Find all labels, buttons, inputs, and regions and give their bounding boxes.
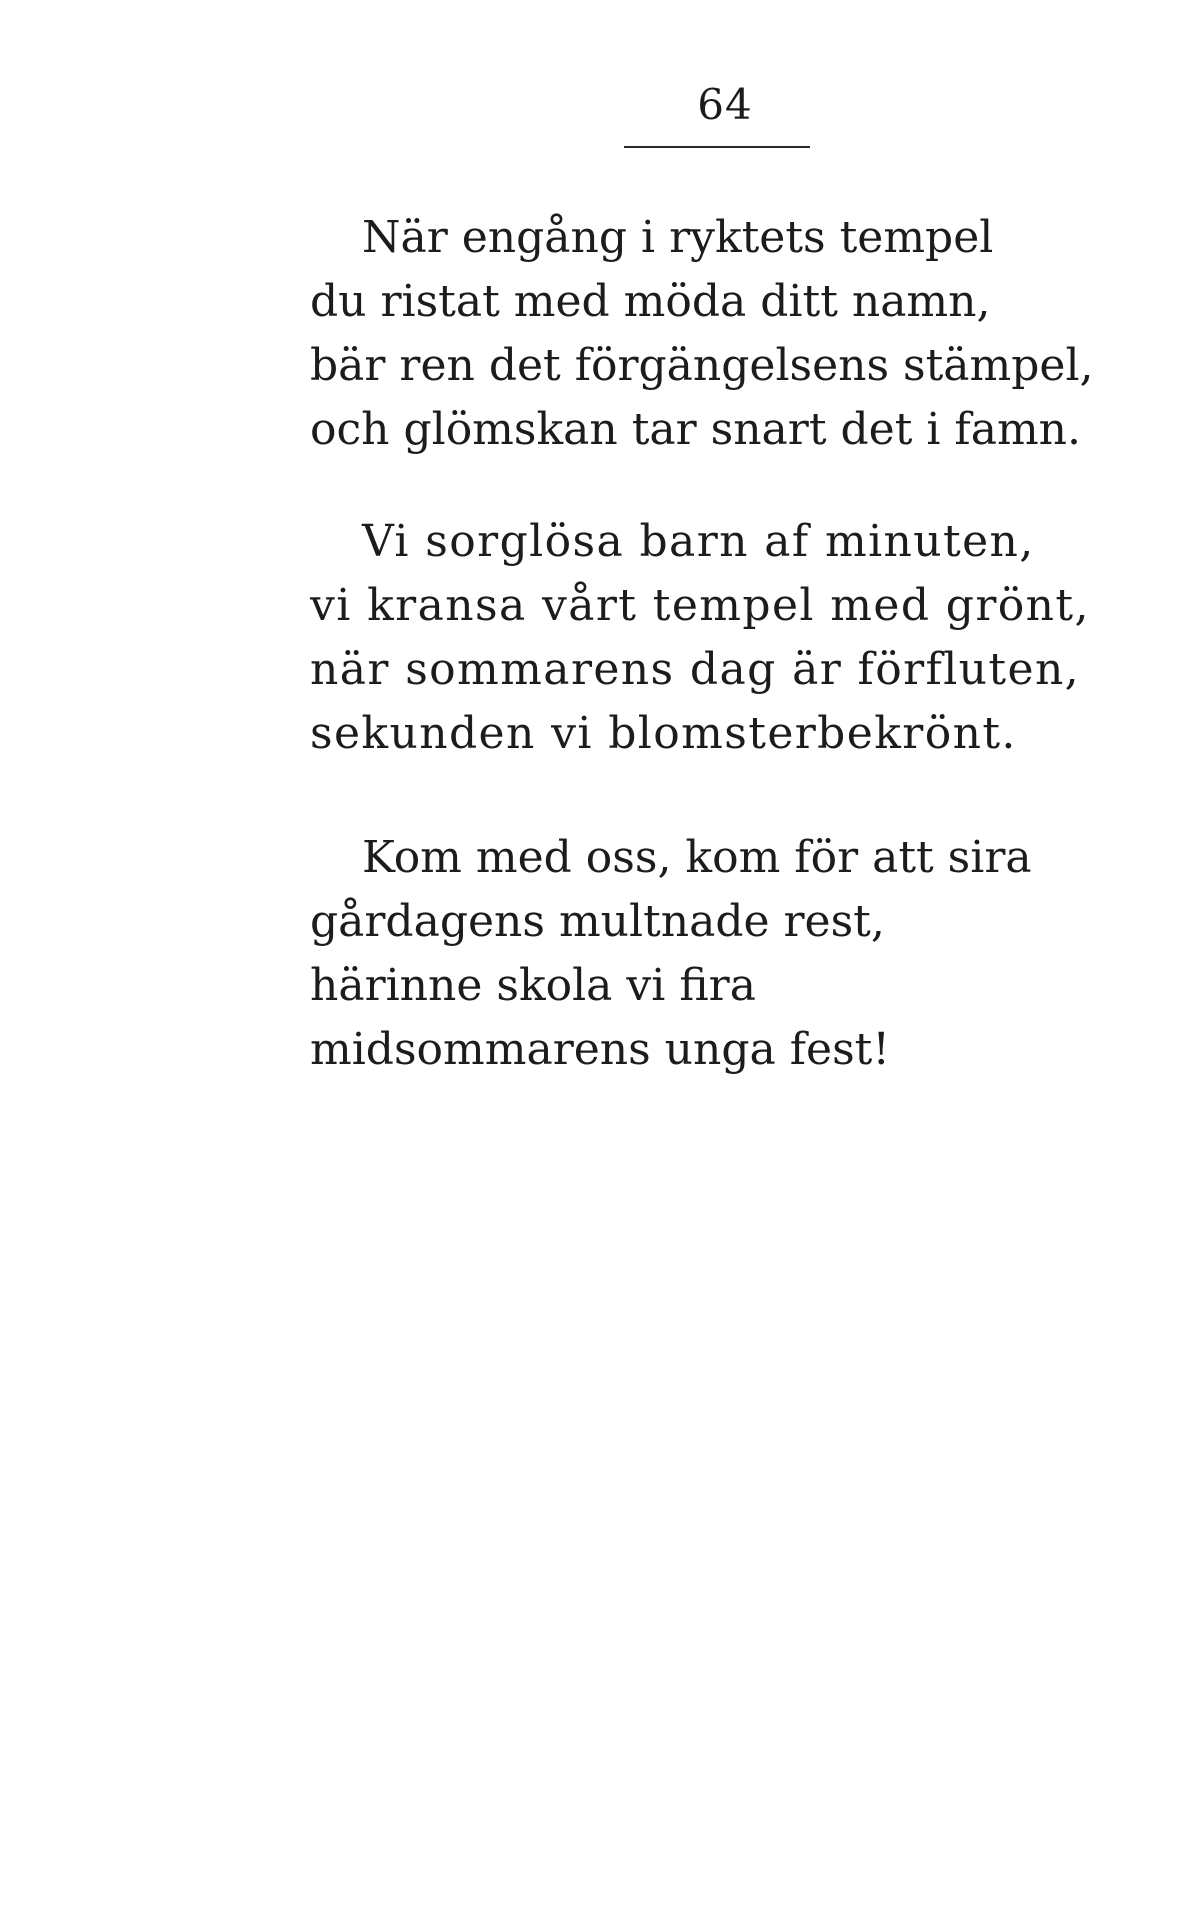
poem-line: gårdagens multnade rest, bbox=[310, 896, 885, 947]
poem-line: Kom med oss, kom för att sira bbox=[362, 832, 1032, 883]
poem-line: vi kransa vårt tempel med grönt, bbox=[310, 580, 1090, 631]
poem-line: Vi sorglösa barn af minuten, bbox=[362, 516, 1035, 567]
poem-line: härinne skola vi fira bbox=[310, 960, 756, 1011]
poem-line: När engång i ryktets tempel bbox=[362, 212, 994, 263]
poem-line: och glömskan tar snart det i famn. bbox=[310, 404, 1081, 455]
poem-line: när sommarens dag är förfluten, bbox=[310, 644, 1081, 695]
poem-line: sekunden vi blomsterbekrönt. bbox=[310, 708, 1017, 759]
stanza-2 bbox=[310, 510, 1170, 766]
poem-line: midsommarens unga fest! bbox=[310, 1024, 891, 1075]
stanza-3 bbox=[310, 826, 1170, 1082]
stanza-1 bbox=[310, 206, 1170, 462]
poem-line: du ristat med möda ditt namn, bbox=[310, 276, 991, 327]
page-number: 64 bbox=[697, 80, 753, 129]
poem-line: bär ren det förgängelsens stämpel, bbox=[310, 340, 1094, 391]
header-rule bbox=[624, 146, 810, 148]
